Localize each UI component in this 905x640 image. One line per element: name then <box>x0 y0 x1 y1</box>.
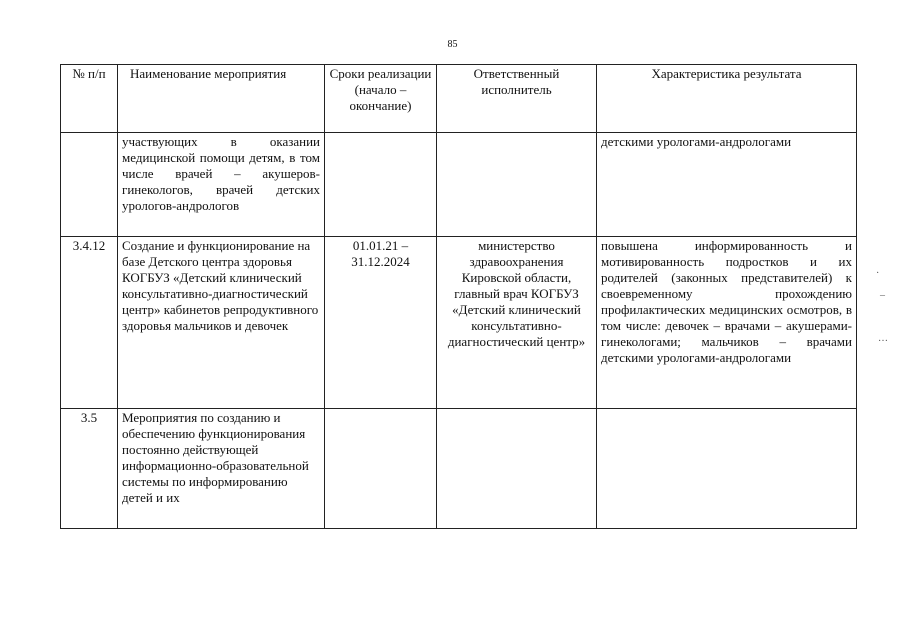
row-responsible: министерство здравоохранения Кировской области, главный врач КОГБУЗ «Детский клинический консультативно-диагностический центр» <box>437 237 597 409</box>
header-result: Характеристика результата <box>597 65 857 133</box>
row-result: повышена информированность и мотивированность подростков и их родителей (законных представителей) к своевременному прохождению профилактических медицинских осмотров, в том числе: девочек – врачами – акушерами-гинекологами; мальчиков – врачами детскими урологами-андрологами <box>597 237 857 409</box>
header-name: Наименование мероприятия <box>118 65 325 133</box>
row-period <box>325 409 437 529</box>
row-name: Мероприятия по созданию и обеспечению функционирования постоянно действующей информационно-образовательной системы по информированию детей и их <box>118 409 325 529</box>
row-name: участвующих в оказании медицинской помощи детям, в том числе врачей – акушеров-гинекологов, врачей детских урологов-андрологов <box>118 133 325 237</box>
header-num: № п/п <box>61 65 118 133</box>
scan-speck: · <box>876 268 880 279</box>
header-period: Сроки реализации (начало – окончание) <box>325 65 437 133</box>
row-result <box>597 409 857 529</box>
row-responsible <box>437 133 597 237</box>
row-num <box>61 133 118 237</box>
table-header-row <box>61 65 857 133</box>
activities-table <box>60 64 857 529</box>
scan-speck: … <box>878 333 888 344</box>
scan-speck: – <box>880 290 885 301</box>
row-num: 3.4.12 <box>61 237 118 409</box>
header-responsible: Ответственный исполнитель <box>437 65 597 133</box>
row-responsible <box>437 409 597 529</box>
table-row <box>61 409 857 529</box>
row-num: 3.5 <box>61 409 118 529</box>
row-name: Создание и функционирование на базе Детского центра здоровья КОГБУЗ «Детский клинический консультативно-диагностический центр» кабинетов репродуктивного здоровья мальчиков и девочек <box>118 237 325 409</box>
row-period <box>325 133 437 237</box>
table-row <box>61 237 857 409</box>
row-result: детскими урологами-андрологами <box>597 133 857 237</box>
table-row <box>61 133 857 237</box>
page-number: 85 <box>447 39 458 50</box>
row-period: 01.01.21 – 31.12.2024 <box>325 237 437 409</box>
